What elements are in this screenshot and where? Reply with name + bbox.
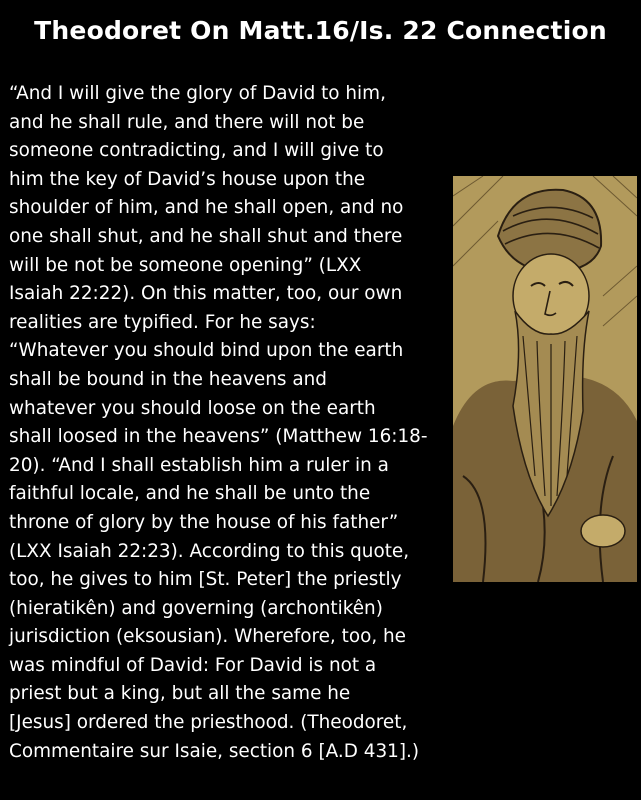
quote-line: jurisdiction (eksousian). Wherefore, too, he xyxy=(9,626,406,648)
page-title: Theodoret On Matt.16/Is. 22 Connection xyxy=(34,16,607,45)
quote-line: was mindful of David: For David is not a xyxy=(9,654,377,676)
quote-line: Isaiah 22:22). On this matter, too, our own xyxy=(9,283,403,305)
quote-line: will be not be someone opening” (LXX xyxy=(9,254,362,276)
quote-line: realities are typified. For he says: xyxy=(9,311,316,333)
quote-line: and he shall rule, and there will not be xyxy=(9,111,365,133)
quote-line: [Jesus] ordered the priesthood. (Theodoret, xyxy=(9,712,408,734)
theodoret-portrait xyxy=(453,176,637,582)
quote-line: shoulder of him, and he shall open, and no xyxy=(9,197,404,219)
quote-line: “And I will give the glory of David to him, xyxy=(9,83,386,104)
quote-line: priest but a king, but all the same he xyxy=(9,683,351,705)
quote-line: shall loosed in the heavens” (Matthew 16:18- xyxy=(9,426,428,448)
quote-line: “Whatever you should bind upon the earth xyxy=(9,340,404,362)
quote-line: throne of glory by the house of his father” xyxy=(9,511,399,533)
quote-line: (hieratikên) and governing (archontikên) xyxy=(9,597,383,619)
quote-line: whatever you should loose on the earth xyxy=(9,397,376,419)
quote-line: faithful locale, and he shall be unto the xyxy=(9,483,371,505)
quote-line: him the key of David’s house upon the xyxy=(9,168,366,190)
quote-line: one shall shut, and he shall shut and there xyxy=(9,225,403,247)
quote-text xyxy=(9,80,451,766)
quote-line: shall be bound in the heavens and xyxy=(9,368,327,390)
quote-line: too, he gives to him [St. Peter] the priestly xyxy=(9,569,402,591)
quote-line: Commentaire sur Isaie, section 6 [A.D 431].) xyxy=(9,740,420,762)
quote-line: 20). “And I shall establish him a ruler in a xyxy=(9,454,389,476)
quote-line: someone contradicting, and I will give to xyxy=(9,140,384,162)
quote-line: (LXX Isaiah 22:23). According to this quote, xyxy=(9,540,410,562)
engraving-illustration xyxy=(453,176,637,582)
